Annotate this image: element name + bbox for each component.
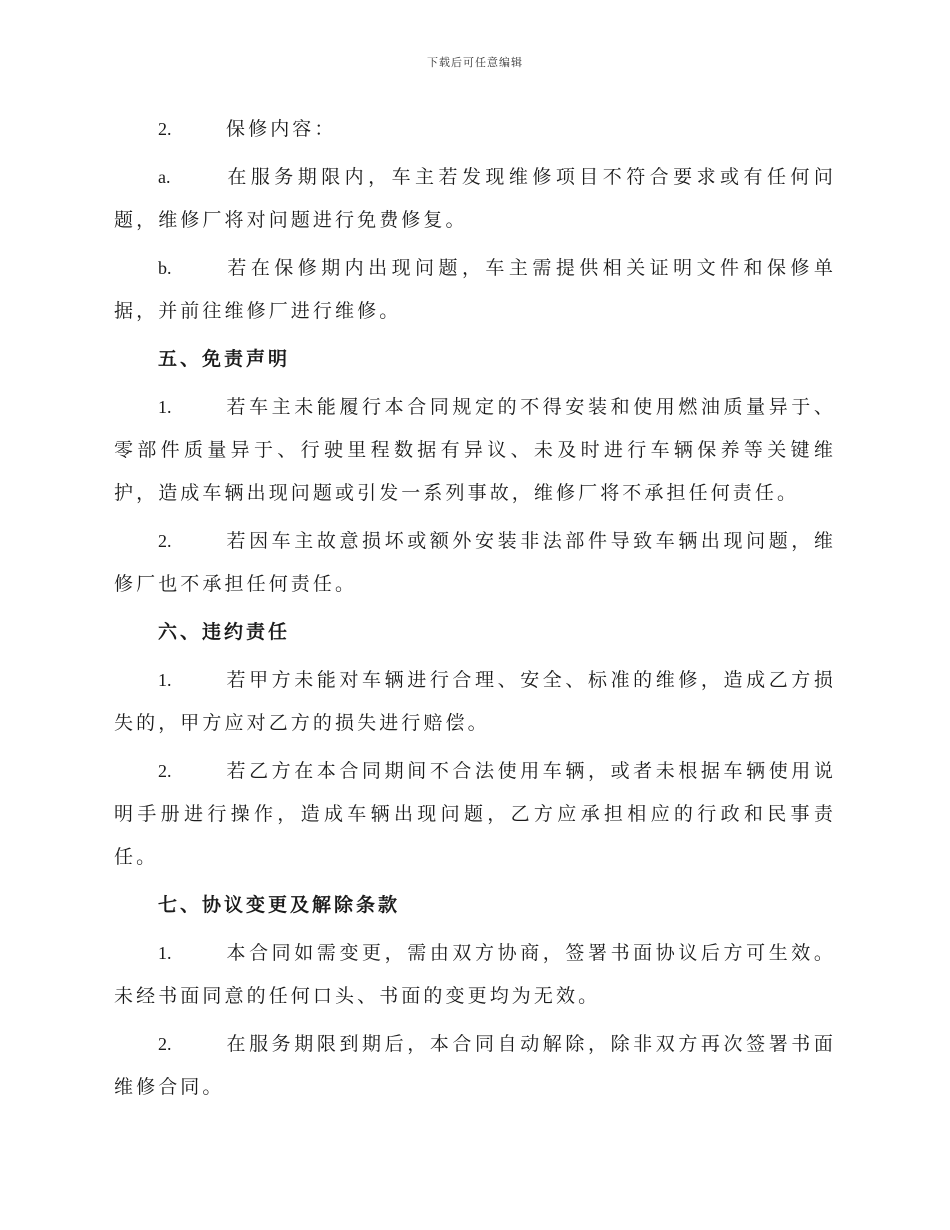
- clause-text: 若在保修期内出现问题，车主需提供相关证明文件和保修单据，并前往维修厂进行维修。: [114, 257, 836, 322]
- page-header: 下载后可任意编辑: [427, 56, 523, 69]
- clause-text: 在服务期限内，车主若发现维修项目不符合要求或有任何问题，维修厂将对问题进行免费修复。: [114, 166, 836, 231]
- clause-number: 1.: [158, 943, 172, 963]
- clause-number: 1.: [158, 397, 172, 417]
- clause-text: 若车主未能履行本合同规定的不得安装和使用燃油质量异于、零部件质量异于、行驶里程数据有异议、未及时进行车辆保养等关键维护，造成车辆出现问题或引发一系列事故，维修厂将不承担任何责任。: [114, 396, 836, 504]
- clause-disclaimer-1: [114, 386, 836, 515]
- clause-amendment-2: [114, 1023, 836, 1109]
- clause-number: 2.: [158, 1034, 172, 1054]
- clause-text: 若甲方未能对车辆进行合理、安全、标准的维修，造成乙方损失的，甲方应对乙方的损失进行赔偿。: [114, 669, 836, 734]
- clause-disclaimer-2: [114, 520, 836, 606]
- section-heading-amendment: 七、协议变更及解除条款: [158, 894, 401, 916]
- section-heading-disclaimer: 五、免责声明: [158, 348, 291, 370]
- clause-text: 若乙方在本合同期间不合法使用车辆，或者未根据车辆使用说明手册进行操作，造成车辆出现问题，乙方应承担相应的行政和民事责任。: [114, 760, 836, 868]
- clause-number: 1.: [158, 670, 172, 690]
- clause-text: 本合同如需变更，需由双方协商，签署书面协议后方可生效。未经书面同意的任何口头、书面的变更均为无效。: [114, 942, 836, 1007]
- clause-number: 2.: [158, 119, 172, 139]
- clause-warranty-a: [114, 156, 836, 242]
- section-heading-breach: 六、违约责任: [158, 621, 291, 643]
- clause-breach-1: [114, 659, 836, 745]
- clause-amendment-1: [114, 932, 836, 1018]
- clause-warranty-content: [114, 108, 836, 151]
- clause-number: 2.: [158, 761, 172, 781]
- clause-text: 在服务期限到期后，本合同自动解除，除非双方再次签署书面维修合同。: [114, 1033, 836, 1098]
- clause-number: b.: [158, 258, 172, 278]
- clause-number: a.: [158, 167, 171, 187]
- clause-number: 2.: [158, 531, 172, 551]
- clause-breach-2: [114, 750, 836, 879]
- document-body: [114, 108, 836, 1114]
- clause-text: 保修内容：: [226, 118, 337, 140]
- clause-warranty-b: [114, 247, 836, 333]
- clause-text: 若因车主故意损坏或额外安装非法部件导致车辆出现问题，维修厂也不承担任何责任。: [114, 530, 836, 595]
